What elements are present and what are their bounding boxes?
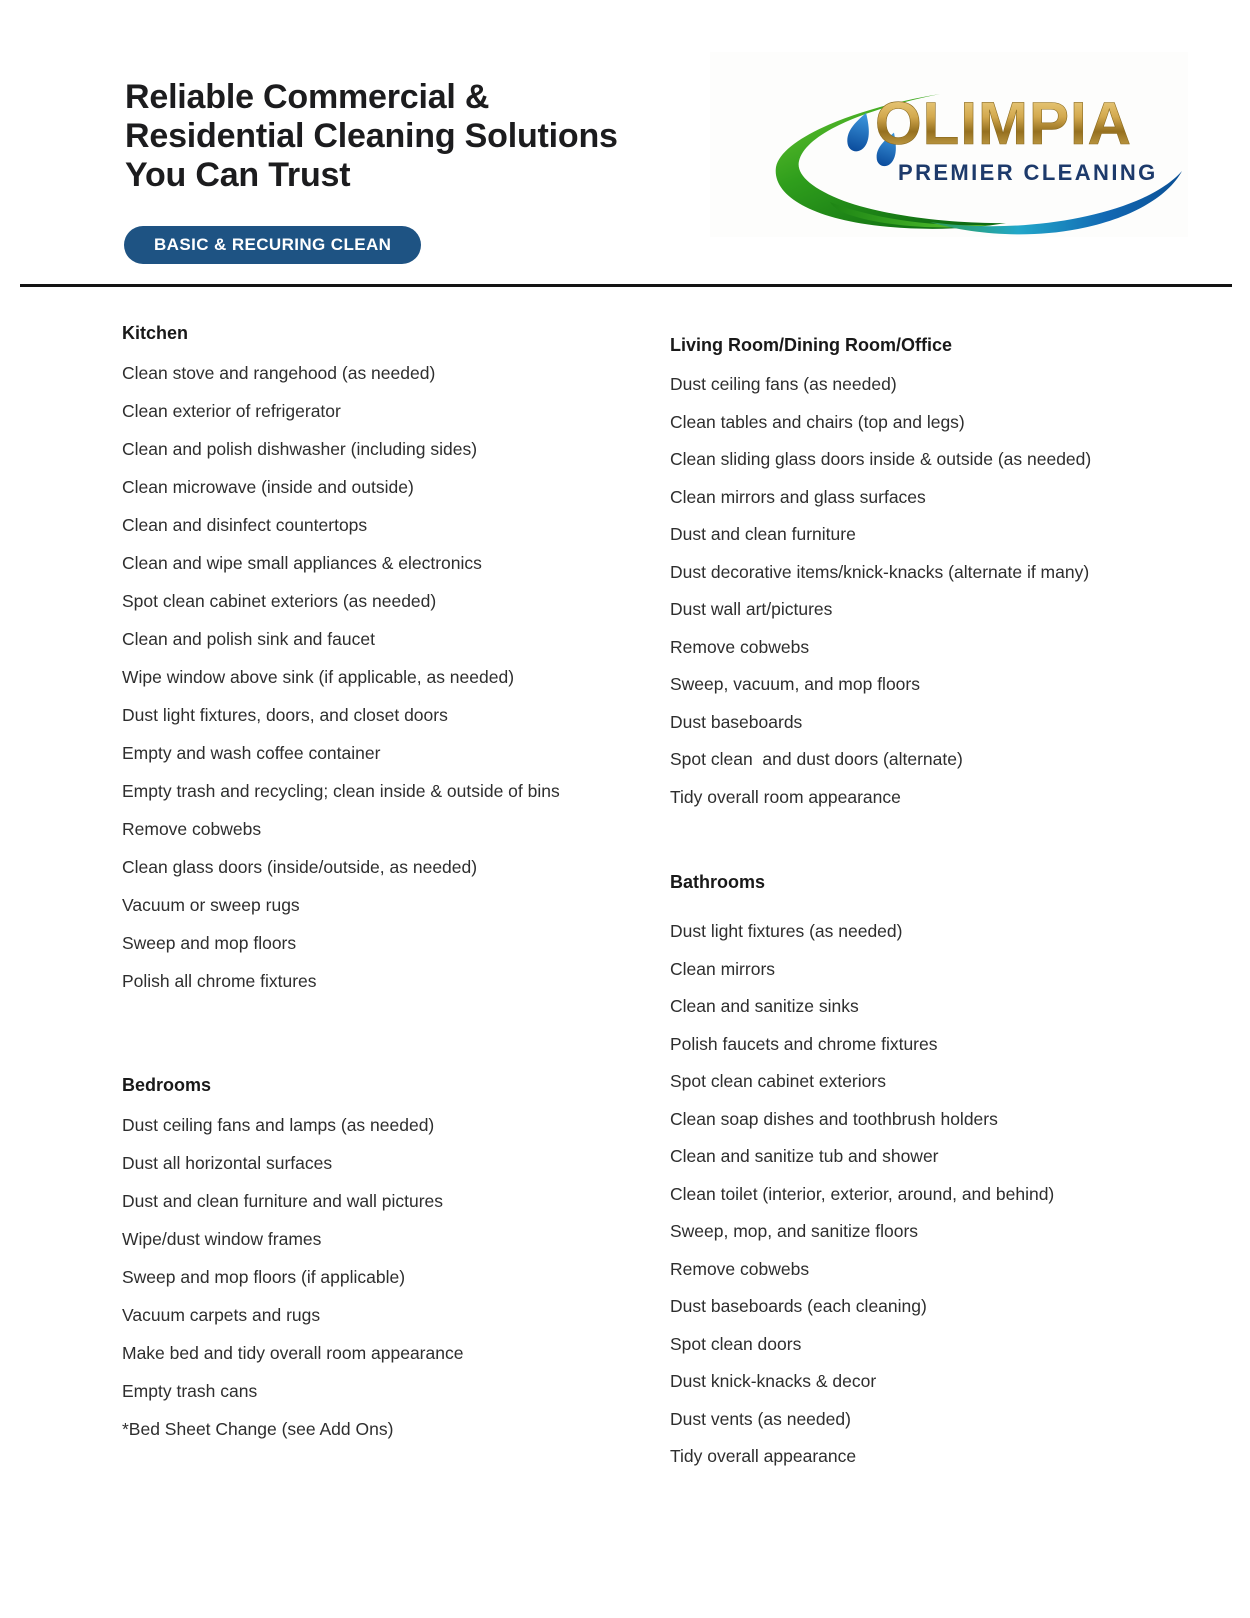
list-item: Clean and polish sink and faucet (122, 629, 375, 649)
list-item: Dust baseboards (670, 711, 803, 732)
section-items (670, 366, 1235, 816)
logo-brand-text: OLIMPIA (875, 90, 1132, 157)
section-items (122, 354, 662, 1000)
list-item: Dust all horizontal surfaces (122, 1153, 333, 1173)
section-items (670, 913, 1235, 1476)
page-title (125, 78, 618, 195)
page-title-line-1: Reliable Commercial & (125, 78, 490, 116)
list-item: Clean mirrors (670, 958, 776, 979)
list-item: Clean and sanitize sinks (670, 996, 859, 1016)
list-item: Sweep and mop floors (if applicable) (122, 1267, 406, 1287)
list-item: Clean and disinfect countertops (122, 515, 368, 535)
company-logo (710, 52, 1188, 237)
list-item: Dust knick-knacks & decor (670, 1371, 877, 1391)
list-item: Remove cobwebs (670, 1258, 810, 1279)
list-item: Dust light fixtures (as needed) (670, 921, 903, 941)
list-item: Wipe window above sink (if applicable, as needed) (122, 667, 515, 687)
list-item: *Bed Sheet Change (see Add Ons) (122, 1419, 394, 1439)
list-item: Clean exterior of refrigerator (122, 401, 341, 421)
list-item: Dust baseboards (each cleaning) (670, 1296, 927, 1316)
section-items (122, 1106, 662, 1448)
list-item: Spot clean doors (670, 1333, 802, 1354)
list-item: Spot clean cabinet exteriors (as needed) (122, 591, 437, 611)
list-item: Dust light fixtures, doors, and closet doors (122, 705, 448, 725)
list-item: Dust wall art/pictures (670, 599, 833, 619)
logo-tagline-text: PREMIER CLEANING (898, 160, 1158, 185)
list-item: Remove cobwebs (122, 819, 262, 839)
right-column (670, 332, 1235, 1476)
list-item: Dust vents (as needed) (670, 1408, 851, 1429)
list-item: Empty trash cans (122, 1381, 258, 1401)
section-title: Bedrooms (122, 1075, 212, 1095)
list-item: Tidy overall appearance (670, 1446, 857, 1466)
list-item: Make bed and tidy overall room appearance (122, 1343, 464, 1363)
list-item: Clean and wipe small appliances & electronics (122, 553, 482, 573)
list-item: Clean stove and rangehood (as needed) (122, 363, 436, 383)
list-item: Remove cobwebs (670, 636, 810, 657)
list-item: Clean and sanitize tub and shower (670, 1146, 939, 1166)
list-item: Empty and wash coffee container (122, 743, 381, 763)
plan-badge: BASIC & RECURING CLEAN (124, 226, 421, 264)
company-logo-graphic (710, 52, 1188, 237)
list-item: Clean and polish dishwasher (including sides) (122, 439, 478, 459)
list-item: Dust and clean furniture (670, 524, 856, 544)
list-item: Clean mirrors and glass surfaces (670, 486, 926, 507)
section-living-room (670, 332, 1235, 816)
section-title: Kitchen (122, 323, 189, 343)
section-bathrooms (670, 869, 1235, 1476)
list-item: Spot clean and dust doors (alternate) (670, 749, 963, 769)
list-item: Clean toilet (interior, exterior, around, and behind) (670, 1183, 1055, 1204)
section-title: Living Room/Dining Room/Office (670, 335, 952, 355)
list-item: Dust decorative items/knick-knacks (alternate if many) (670, 561, 1090, 582)
list-item: Dust and clean furniture and wall pictures (122, 1191, 444, 1211)
list-item: Tidy overall room appearance (670, 786, 901, 807)
list-item: Dust ceiling fans (as needed) (670, 374, 897, 394)
page-title-line-3: You Can Trust (125, 156, 351, 194)
page-title-line-2: Residential Cleaning Solutions (125, 117, 618, 155)
list-item: Clean sliding glass doors inside & outside (as needed) (670, 449, 1092, 469)
list-item: Wipe/dust window frames (122, 1229, 322, 1249)
list-item: Clean soap dishes and toothbrush holders (670, 1108, 998, 1129)
left-column (122, 320, 662, 1448)
list-item: Sweep, vacuum, and mop floors (670, 674, 920, 694)
list-item: Clean tables and chairs (top and legs) (670, 411, 965, 432)
list-item: Sweep and mop floors (122, 933, 297, 953)
section-kitchen (122, 320, 662, 1000)
list-item: Clean microwave (inside and outside) (122, 477, 414, 497)
list-item: Empty trash and recycling; clean inside & outside of bins (122, 781, 560, 801)
list-item: Sweep, mop, and sanitize floors (670, 1221, 919, 1241)
list-item: Spot clean cabinet exteriors (670, 1071, 886, 1091)
list-item: Dust ceiling fans and lamps (as needed) (122, 1115, 435, 1135)
section-bedrooms (122, 1072, 662, 1448)
logo-droplet-1 (844, 110, 875, 154)
divider (20, 284, 1232, 287)
list-item: Vacuum carpets and rugs (122, 1305, 321, 1325)
list-item: Polish all chrome fixtures (122, 971, 317, 991)
list-item: Polish faucets and chrome fixtures (670, 1033, 938, 1054)
section-title: Bathrooms (670, 872, 766, 892)
list-item: Vacuum or sweep rugs (122, 895, 300, 915)
list-item: Clean glass doors (inside/outside, as needed) (122, 857, 478, 877)
